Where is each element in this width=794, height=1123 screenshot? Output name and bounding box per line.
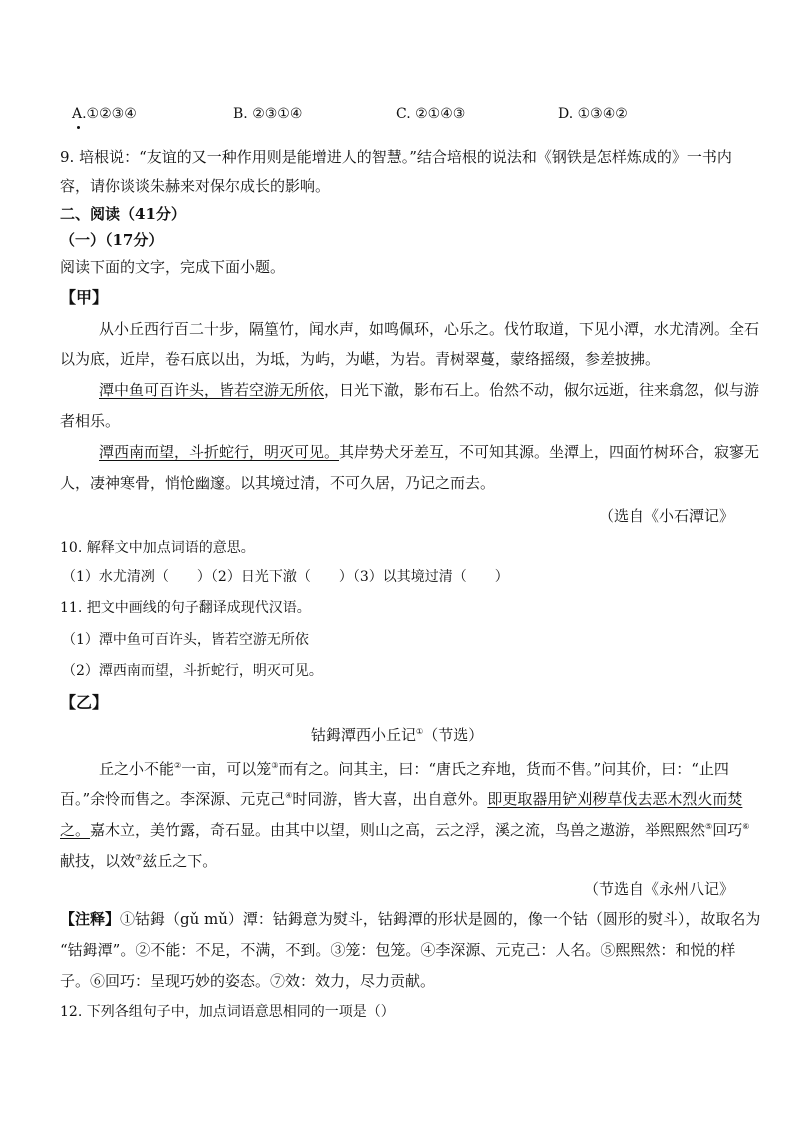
question-11-sentence2: （2）潭西南而望，斗折蛇行，明灭可见。 xyxy=(62,663,323,679)
question-10-items: （1）水尤清冽（ ）（2）日光下澈（ ）（3）以其境过清（ ） xyxy=(62,569,509,585)
option-b[interactable]: B. ②③①④ xyxy=(233,106,303,122)
notes-line2: “钴鉧潭”。②不能：不足，不满，不到。③笼：包笼。④李深源、元克己：人名。⑤熙熙然：和悦的样 xyxy=(60,941,736,959)
passage-a-source: （选自《小石潭记》 xyxy=(598,507,734,525)
passage-a-label: 【甲】 xyxy=(60,288,109,307)
passage-b-line1: 丘之小不能②一亩，可以笼③而有之。问其主，曰：“唐氏之弃地，货而不售。”问其价，曰：“止四 xyxy=(99,760,729,778)
underlined-sentence-end: 之。 xyxy=(60,821,91,839)
option-d[interactable]: D. ①③④② xyxy=(558,106,628,122)
passage-a-para3-line1: 潭西南而望，斗折蛇行，明灭可见。其岸势犬牙差互，不可知其源。坐潭上，四面竹树环合，寂寥无 xyxy=(99,443,760,461)
passage-b-title: 钴鉧潭西小丘记①（节选） xyxy=(311,726,484,744)
underlined-sentence: 潭西南而望，斗折蛇行，明灭可见。 xyxy=(99,443,340,461)
notes-line3: 子。⑥回巧：呈现巧妙的姿态。⑦效：效力，尽力贡献。 xyxy=(60,972,436,990)
passage-a-para2-line2: 者相乐。 xyxy=(60,412,121,430)
notes-line1: 【注释】①钴鉧（gǔ mǔ）潭：钴鉧意为熨斗，钴鉧潭的形状是圆的，像一个钴（圆形的熨斗），故取名为 xyxy=(60,910,761,928)
emphasis-dot xyxy=(77,126,80,129)
reading-instruction: 阅读下面的文字，完成下面小题。 xyxy=(60,258,286,276)
underlined-sentence: 潭中鱼可百许头，皆若空游无所依 xyxy=(99,381,325,399)
option-a[interactable]: A.①②③④ xyxy=(72,106,137,122)
question-9-line2: 容，请你谈谈朱赫来对保尔成长的影响。 xyxy=(60,177,331,195)
question-12: 12. 下列各组句子中，加点词语意思相同的一项是（） xyxy=(60,1004,395,1020)
passage-b-line2: 百。”余怜而售之。李深源、元克己④时同游，皆大喜，出自意外。即更取器用铲刈秽草伐去恶木烈火而焚 xyxy=(60,790,743,808)
passage-a-para3-line2: 人，凄神寒骨，悄怆幽邃。以其境过清，不可久居，乃记之而去。 xyxy=(60,474,496,492)
question-10: 10. 解释文中加点词语的意思。 xyxy=(60,540,255,556)
option-c[interactable]: C. ②①④③ xyxy=(396,106,466,122)
passage-a-para1-line2: 以为底，近岸，卷石底以出，为坻，为屿，为嵁，为岩。青树翠蔓，蒙络摇缀，参差披拂。 xyxy=(60,350,661,368)
passage-b-label: 【乙】 xyxy=(60,693,109,712)
notes-label: 【注释】 xyxy=(60,910,121,928)
question-9-line1: 9. 培根说：“友谊的又一种作用则是能增进人的智慧。”结合培根的说法和《钢铁是怎样炼成的》一书内 xyxy=(60,148,732,166)
passage-b-line4: 献技，以效⑦兹丘之下。 xyxy=(60,852,218,870)
underlined-sentence: 即更取器用铲刈秽草伐去恶木烈火而焚 xyxy=(487,790,743,808)
passage-b-line3: 之。嘉木立，美竹露，奇石显。由其中以望，则山之高，云之浮，溪之流，鸟兽之遨游，举熙熙然⑤回巧⑥ xyxy=(60,821,750,839)
section-heading: 二、阅读（41分） xyxy=(60,205,186,223)
passage-b-source: （节选自《永州八记》 xyxy=(583,880,734,898)
passage-a-para1-line1: 从小丘西行百二十步，隔篁竹，闻水声，如鸣佩环，心乐之。伐竹取道，下见小潭，水尤清冽。全石 xyxy=(99,320,760,338)
passage-a-para2-line1: 潭中鱼可百许头，皆若空游无所依，日光下澈，影布石上。佁然不动，俶尔远逝，往来翕忽，似与游 xyxy=(99,381,760,399)
question-11: 11. 把文中画线的句子翻译成现代汉语。 xyxy=(60,600,311,616)
question-11-sentence1: （1）潭中鱼可百许头，皆若空游无所依 xyxy=(62,632,309,648)
subsection-heading: （一）（17分） xyxy=(60,231,164,249)
